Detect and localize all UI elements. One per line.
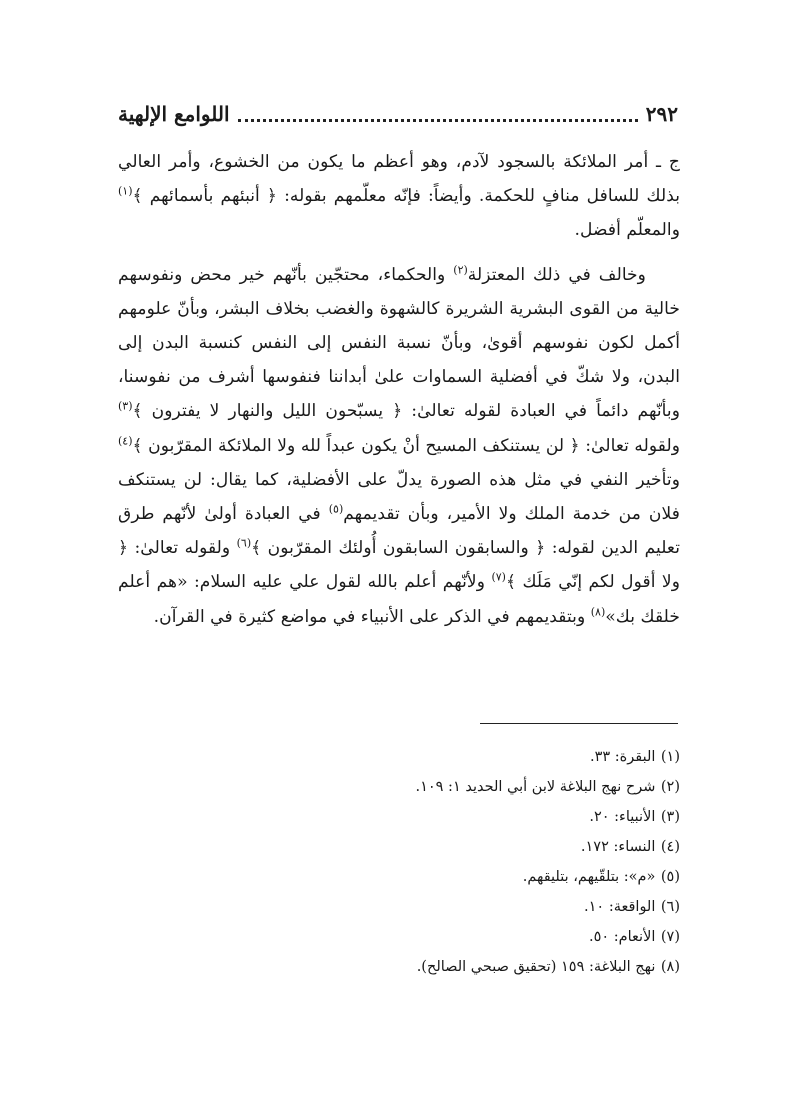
footnote-text: شرح نهج البلاغة لابن أبي الحديد ١: ١٠٩. xyxy=(415,779,656,795)
footnote-5 xyxy=(118,862,680,892)
footnote-3 xyxy=(118,802,680,832)
paragraph-text: ولقوله تعالىٰ: ﴿ ولا أقول لكم إنّي مَلَك ﴾ xyxy=(118,538,680,593)
running-title: اللوامع الإلهية xyxy=(118,102,230,126)
footnote-number: (٦) xyxy=(660,899,680,915)
footnote-ref-1: (١) xyxy=(118,184,133,198)
footnote-number: (٨) xyxy=(660,959,680,975)
header-dot-leader xyxy=(238,119,638,122)
paragraph-2 xyxy=(118,258,680,634)
footnote-ref-3: (٣) xyxy=(118,399,133,413)
footnote-6 xyxy=(118,892,680,922)
footnote-text: «م»: بتلقّيهم، بتليقهم. xyxy=(522,869,656,885)
footnote-4 xyxy=(118,832,680,862)
paragraph-text: ولقوله تعالىٰ: ﴿ لن يستنكف المسيح أنْ يكون عبداً لله ولا الملائكة المقرّبون ﴾ xyxy=(132,435,680,456)
footnote-number: (٧) xyxy=(660,929,680,945)
paragraph-text: ولأنّهم أعلم بالله لقول علي عليه السلام: «هم أعلم خلقك بك» xyxy=(118,572,680,627)
footnote-ref-6: (٦) xyxy=(236,536,252,550)
page-number: ٢٩٢ xyxy=(645,102,678,126)
footnote-8 xyxy=(118,952,680,982)
footnote-ref-7: (٧) xyxy=(491,570,506,584)
footnote-ref-4: (٤) xyxy=(118,433,133,447)
paragraph-text: في العبادة أولىٰ لأنّهم طرق تعليم الدين لقوله: ﴿ والسابقون السابقون أُولئك المقرّبون ﴾ xyxy=(118,504,680,559)
paragraph-text: وتأخير النفي في مثل هذه الصورة يدلّ على الأفضلية، كما يقال: لن يستنكف فلان من خدمة الملك ولا الأمير، وبأن تقديمهم xyxy=(118,469,681,525)
footnote-1 xyxy=(118,742,680,772)
paragraph-1 xyxy=(118,145,680,248)
paragraph-text: وبتقديمهم في الذكر على الأنبياء في مواضع كثيرة في القرآن. xyxy=(153,606,591,627)
footnote-text: الأنبياء: ٢٠. xyxy=(589,809,656,825)
footnote-separator xyxy=(480,723,678,724)
footnote-ref-5: (٥) xyxy=(328,502,344,516)
footnote-text: البقرة: ٣٣. xyxy=(589,749,656,765)
footnote-number: (١) xyxy=(660,749,680,765)
footnote-number: (٢) xyxy=(660,779,680,795)
footnote-7 xyxy=(118,922,680,952)
page-header xyxy=(118,98,678,130)
footnote-number: (٥) xyxy=(660,869,680,885)
footnote-number: (٣) xyxy=(660,809,680,825)
footnote-text: الواقعة: ١٠. xyxy=(584,899,656,915)
footnote-text: الأنعام: ٥٠. xyxy=(588,929,656,945)
footnotes xyxy=(118,742,680,982)
footnote-ref-2: (٢) xyxy=(453,262,468,276)
footnote-number: (٤) xyxy=(660,839,680,855)
paragraph-text: والمعلّم أفضل. xyxy=(574,220,680,241)
footnote-text: نهج البلاغة: ١٥٩ (تحقيق صبحي الصالح). xyxy=(416,959,656,975)
footnote-2 xyxy=(118,772,680,802)
footnote-ref-8: (٨) xyxy=(590,604,606,618)
paragraph-text: ج ـ أمر الملائكة بالسجود لآدم، وهو أعظم ما يكون من الخشوع، وأمر العالي بذلك للسافل منافٍ للحكمة. وأيضاً: فإنّه معلّمهم بقوله: ﴿ أنبئهم بأسمائهم ﴾ xyxy=(118,152,680,207)
footnote-text: النساء: ١٧٢. xyxy=(580,839,656,855)
main-text xyxy=(118,145,680,634)
paragraph-text: والحكماء، محتجّين بأنّهم خير محض ونفوسهم خالية من القوى البشرية الشريرة كالشهوة والغضب بخلاف البشر، وبأنّ علومهم أكمل لكون نفوسهم أقوىٰ، وبأنّ نسبة النفس إلى النفس كنسبة البدن إلى البدن، ولا شكّ في أفضلية السماوات علىٰ أبداننا فنفوسها أشرف من نفوسنا، وبأنّهم دائماً في العبادة لقوله تعالىٰ: ﴿ يسبّحون الليل والنهار لا يفترون ﴾ xyxy=(118,264,680,422)
paragraph-text: وخالف في ذلك المعتزلة xyxy=(467,264,646,285)
